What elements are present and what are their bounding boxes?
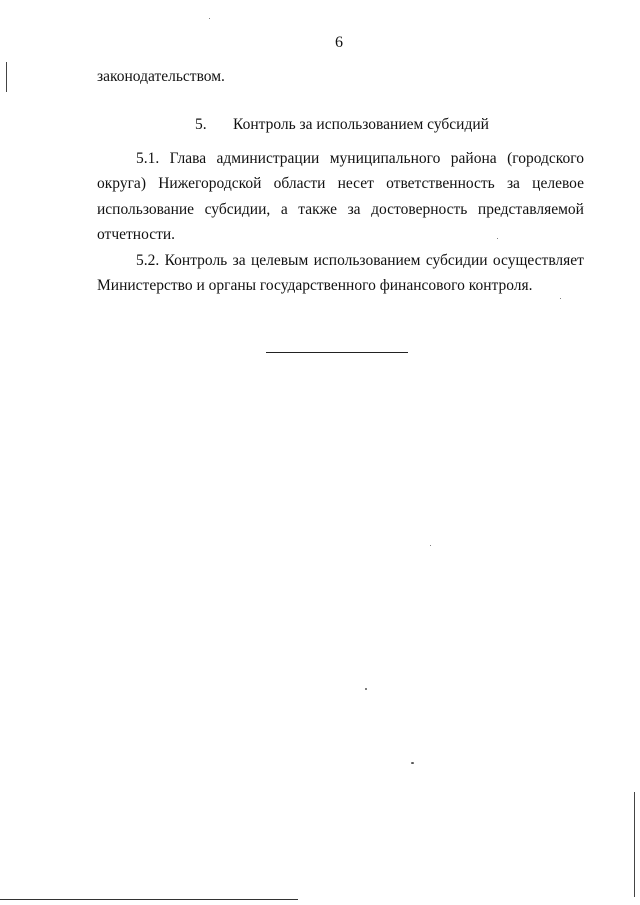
- word: Нижегородской: [158, 175, 262, 192]
- paragraph-5-1-line: [97, 174, 584, 194]
- word: субсидии,: [204, 201, 271, 218]
- paragraph-5-2-last-line: Министерство и органы государственного финансового контроля.: [97, 277, 533, 294]
- section-number: 5.: [195, 116, 207, 133]
- word: использованием: [313, 252, 421, 269]
- section-heading: [195, 115, 489, 135]
- section-title: Контроль за использованием субсидий: [233, 116, 489, 133]
- word: района: [450, 150, 497, 167]
- word: несет: [337, 175, 374, 192]
- scan-speck: [411, 762, 414, 764]
- paragraph-5-2-line: [136, 251, 584, 271]
- paragraph-5-1-line: [97, 200, 584, 220]
- scan-speck: [209, 18, 210, 19]
- scan-speck: [560, 298, 561, 299]
- word: за: [232, 252, 246, 269]
- word: достоверность: [371, 201, 468, 218]
- word: за: [347, 201, 361, 218]
- page-number: 6: [335, 34, 343, 51]
- word: осуществляет: [492, 252, 584, 269]
- word: округа): [97, 175, 146, 192]
- scan-speck: [430, 545, 431, 546]
- word: муниципального: [329, 150, 441, 167]
- word: представляемой: [477, 201, 584, 218]
- word: Контроль: [164, 252, 228, 269]
- scan-speck: [365, 688, 367, 690]
- word: за: [506, 175, 520, 192]
- word: использование: [97, 201, 195, 218]
- word: субсидии: [425, 252, 488, 269]
- word: Глава: [169, 150, 207, 167]
- scan-speck: [497, 238, 498, 239]
- word: 5.2.: [136, 252, 160, 269]
- word: 5.1.: [136, 150, 160, 167]
- word: целевым: [250, 252, 309, 269]
- end-divider-line: [266, 352, 408, 353]
- previous-section-last-line: законодательством.: [97, 68, 225, 85]
- word: целевое: [532, 175, 584, 192]
- word: ответственность: [386, 175, 495, 192]
- word: также: [298, 201, 338, 218]
- word: администрации: [216, 150, 320, 167]
- scan-edge-mark: [6, 62, 7, 92]
- word: а: [280, 201, 288, 218]
- paragraph-5-1-last-line: отчетности.: [97, 226, 176, 243]
- scan-edge-mark: [634, 792, 635, 897]
- word: (городского: [507, 150, 584, 167]
- scan-bottom-edge: [0, 899, 298, 900]
- paragraph-5-1-line: [136, 149, 584, 169]
- word: области: [273, 175, 326, 192]
